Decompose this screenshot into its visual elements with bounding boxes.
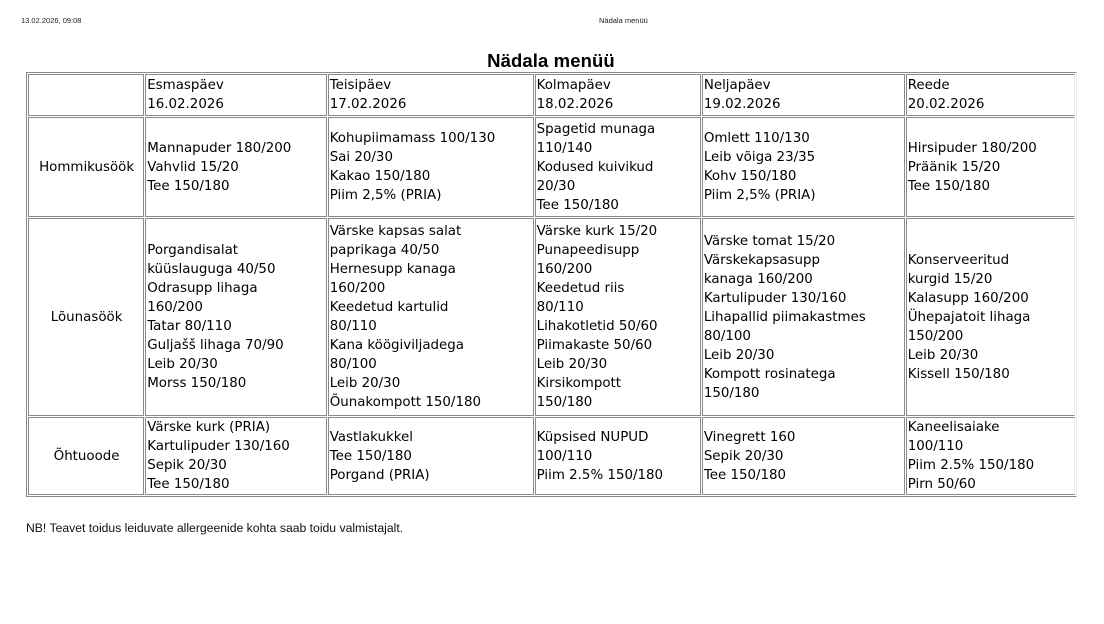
meal-label: Lõunasöök [28,218,144,416]
menu-item-line: Konserveeritud [907,252,1010,268]
menu-item-line: Lihapallid piimakastmes [703,309,866,325]
menu-item-line: Värske kapsas salat [329,224,462,239]
menu-item-line: Kohv 150/180 [703,169,797,184]
menu-item-line: Guljašš lihaga 70/90 [147,338,284,353]
menu-cell [906,218,1075,416]
menu-item-line: 160/200 [536,262,593,277]
menu-item-line: Leib 20/30 [907,347,979,363]
menu-cell [328,218,534,416]
allergen-footnote: NB! Teavet toidus leiduvate allergeenide kohta saab toidu valmistajalt. [26,521,404,535]
day-header-row [28,74,1075,116]
menu-item-line: Värskekapsasupp [703,252,821,268]
menu-item-line: Kakao 150/180 [329,169,431,184]
day-date: 18.02.2026 [536,97,614,112]
day-name: Kolmapäev [536,78,611,93]
menu-cell [328,117,534,217]
menu-cell [906,117,1075,217]
menu-item-line: Kohupiimamass 100/130 [329,131,496,146]
day-date: 19.02.2026 [703,97,781,112]
menu-item-line: Leib 20/30 [147,357,218,372]
weekly-menu-table [26,72,1077,497]
meal-row-lunch [28,218,1075,416]
menu-item-line: Tee 150/180 [147,477,230,492]
menu-item-line: küüslauguga 40/50 [147,262,276,277]
menu-item-line: 80/100 [703,328,751,344]
menu-item-line: Ühepajatoit lihaga [907,309,1031,325]
menu-item-line: Kartulipuder 130/160 [147,439,290,454]
menu-cell [535,218,701,416]
menu-item-line: Tatar 80/110 [147,319,232,334]
menu-item-line: Leib võiga 23/35 [703,150,816,165]
day-header [702,74,905,116]
menu-item-line: Piimakaste 50/60 [536,338,653,353]
menu-item-line: Piim 2.5% 150/180 [907,458,1035,473]
menu-cell [702,117,905,217]
menu-item-line: Leib 20/30 [536,357,608,372]
menu-item-line: Pirn 50/60 [907,477,976,492]
menu-item-line: Värske kurk 15/20 [536,224,658,239]
menu-item-line: Küpsised NUPUD [536,429,649,445]
print-datetime: 13.02.2026, 09:08 [21,16,82,25]
menu-item-line: 100/110 [907,439,964,454]
menu-cell [535,417,701,495]
menu-item-line: Tee 150/180 [147,178,230,194]
menu-item-line: Keedetud kartulid [329,300,449,315]
menu-item-line: Kissell 150/180 [907,366,1010,382]
menu-item-line: Kodused kuivikud [536,159,654,175]
menu-item-line: Sai 20/30 [329,150,393,165]
menu-item-line: kurgid 15/20 [907,271,993,287]
print-header [21,16,1083,28]
menu-item-line: 160/200 [329,281,386,296]
menu-item-line: Punapeedisupp [536,243,640,258]
menu-item-line: Sepik 20/30 [703,448,784,464]
menu-item-line: Spagetid munaga [536,121,656,137]
menu-item-line: Morss 150/180 [147,376,247,391]
menu-item-line: Kaneelisaiake [907,420,1000,435]
menu-item-line: Omlett 110/130 [703,131,810,146]
meal-label: Õhtuoode [28,417,144,495]
menu-item-line: 150/180 [536,395,593,410]
menu-cell [906,417,1075,495]
menu-item-line: Präänik 15/20 [907,159,1001,175]
menu-item-line: Tee 150/180 [329,448,412,464]
menu-item-line: Vinegrett 160 [703,429,796,445]
menu-item-line: Odrasupp lihaga [147,281,258,296]
menu-item-line: Piim 2,5% (PRIA) [329,188,442,203]
menu-item-line: Piim 2.5% 150/180 [536,467,664,483]
menu-item-line: 20/30 [536,178,576,194]
menu-item-line: Porgandisalat [147,243,239,258]
menu-item-line: 110/140 [536,140,593,156]
day-header [328,74,534,116]
menu-item-line: Porgand (PRIA) [329,467,430,483]
menu-item-line: Kartulipuder 130/160 [703,290,847,306]
menu-item-line: Värske tomat 15/20 [703,233,836,249]
menu-item-line: 80/110 [536,300,584,315]
menu-item-line: Kirsikompott [536,376,622,391]
menu-item-line: Mannapuder 180/200 [147,140,292,156]
menu-item-line: 80/100 [329,357,377,372]
menu-item-line: Hirsipuder 180/200 [907,140,1037,156]
menu-item-line: kanaga 160/200 [703,271,813,287]
menu-item-line: Tee 150/180 [703,467,787,483]
menu-item-line: Leib 20/30 [703,347,775,363]
menu-item-line: Kana köögiviljadega [329,338,465,353]
day-name: Esmaspäev [147,78,224,93]
menu-item-line: Lihakotletid 50/60 [536,319,658,334]
menu-item-line: 160/200 [147,300,203,315]
corner-cell [28,74,144,116]
menu-item-line: 150/200 [907,328,964,344]
meal-row-dinner [28,417,1075,495]
day-date: 16.02.2026 [147,97,224,112]
menu-cell [328,417,534,495]
menu-item-line: Piim 2,5% (PRIA) [703,188,816,203]
menu-item-line: Kompott rosinatega [703,366,836,382]
menu-item-line: 150/180 [703,385,760,401]
menu-item-line: Kalasupp 160/200 [907,290,1029,306]
menu-cell [145,117,326,217]
day-name: Teisipäev [329,78,392,93]
menu-cell [145,417,326,495]
menu-item-line: Keedetud riis [536,281,625,296]
meal-label: Hommikusöök [28,117,144,217]
menu-item-line: Õunakompott 150/180 [329,395,481,410]
menu-item-line: paprikaga 40/50 [329,243,440,258]
menu-item-line: Vahvlid 15/20 [147,159,239,175]
menu-item-line: Hernesupp kanaga [329,262,456,277]
menu-item-line: Leib 20/30 [329,376,401,391]
day-date: 20.02.2026 [907,97,985,112]
day-date: 17.02.2026 [329,97,407,112]
menu-item-line: Sepik 20/30 [147,458,227,473]
meal-row-breakfast [28,117,1075,217]
day-header [535,74,701,116]
day-header [145,74,326,116]
menu-cell [702,218,905,416]
menu-item-line: Värske kurk (PRIA) [147,420,271,435]
menu-item-line: 80/110 [329,319,377,334]
menu-cell [145,218,326,416]
page-title: Nädala menüü [487,50,615,71]
menu-item-line: Tee 150/180 [907,178,990,194]
menu-item-line: 100/110 [536,448,593,464]
day-header [906,74,1075,116]
menu-item-line: Tee 150/180 [536,197,619,213]
menu-item-line: Vastlakukkel [329,429,413,445]
menu-cell [702,417,905,495]
print-page-title: Nädala menüü [599,16,648,25]
day-name: Neljapäev [703,78,771,93]
day-name: Reede [907,78,950,93]
menu-cell [535,117,701,217]
